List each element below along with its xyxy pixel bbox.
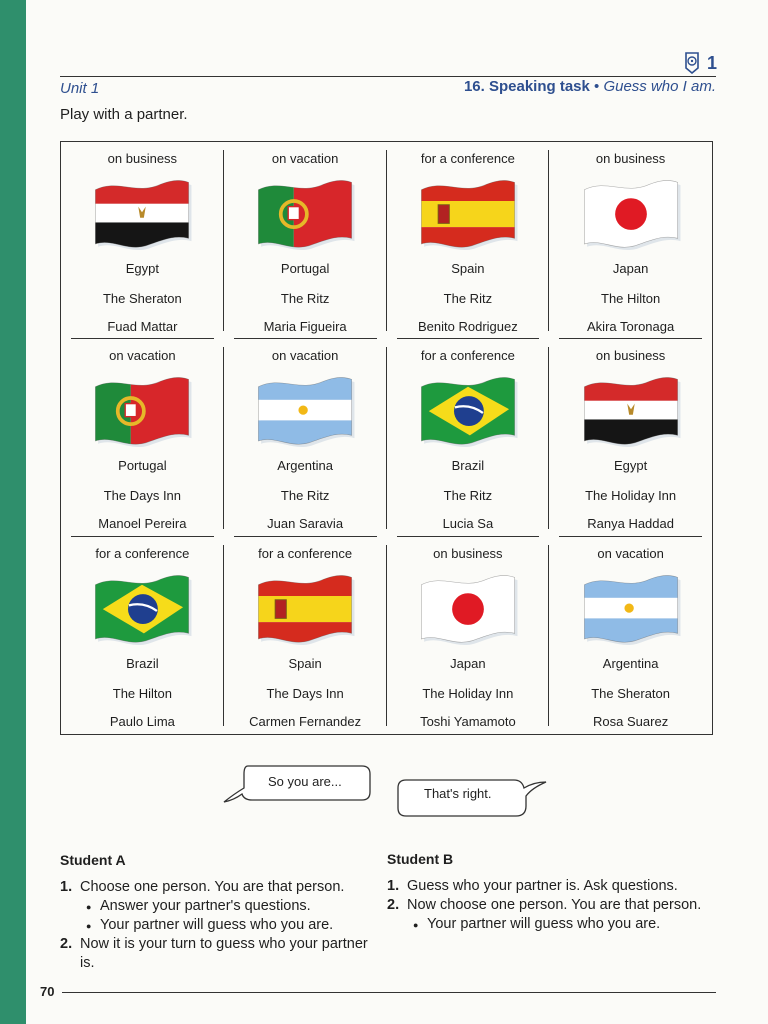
person-card: [387, 142, 550, 339]
trip-purpose: on business: [595, 348, 666, 364]
hotel-name: The Ritz: [280, 291, 330, 306]
country-name: Argentina: [602, 655, 659, 671]
title-separator: •: [594, 78, 604, 95]
trip-purpose: on business: [595, 151, 666, 166]
country-name: Spain: [451, 261, 485, 276]
spain-flag-icon: [412, 173, 524, 257]
header-rule: [60, 76, 716, 77]
step-number: 1.: [387, 878, 400, 894]
hotel-name: The Ritz: [443, 291, 493, 306]
trip-purpose: on vacation: [109, 348, 176, 364]
trip-purpose: on vacation: [597, 545, 664, 561]
person-name: Carmen Fernandez: [249, 713, 362, 729]
unit-label: Unit 1: [60, 80, 100, 97]
hotel-name: The Sheraton: [591, 685, 671, 701]
egypt-flag-icon: [575, 370, 687, 454]
brazil-flag-icon: [86, 568, 198, 652]
task-title-subtitle: Guess who I am.: [603, 78, 716, 95]
footer-rule: [62, 992, 716, 993]
person-name: Akira Toronaga: [587, 319, 675, 334]
hotel-name: The Hilton: [601, 291, 661, 306]
speech-bubble-right-text: That's right.: [424, 786, 492, 801]
portugal-flag-icon: [249, 173, 361, 257]
country-name: Brazil: [451, 458, 485, 474]
step-number: 2.: [387, 897, 400, 913]
hotel-name: The Ritz: [443, 488, 493, 504]
trip-purpose: on vacation: [271, 151, 339, 166]
person-card: [61, 339, 224, 536]
person-name: Fuad Mattar: [107, 319, 178, 334]
person-card: [224, 537, 387, 734]
argentina-flag-icon: [249, 370, 361, 454]
country-name: Brazil: [126, 655, 159, 671]
country-name: Argentina: [277, 458, 333, 474]
country-name: Portugal: [118, 458, 167, 474]
country-name: Spain: [288, 655, 322, 671]
portugal-flag-icon: [86, 370, 198, 454]
person-name: Paulo Lima: [109, 713, 175, 729]
egypt-flag-icon: [86, 173, 198, 257]
trip-purpose: for a conference: [95, 545, 190, 561]
step-text: Choose one person. You are that person.: [80, 879, 345, 895]
person-card: [61, 537, 224, 734]
trip-purpose: on business: [107, 151, 178, 166]
instruction-step: [60, 935, 378, 973]
person-name: Maria Figueira: [263, 319, 347, 334]
hotel-name: The Holiday Inn: [422, 685, 514, 701]
trip-purpose: for a conference: [258, 545, 353, 561]
person-name: Toshi Yamamoto: [420, 713, 516, 729]
trip-purpose: on business: [433, 545, 503, 561]
person-card: [549, 142, 712, 339]
country-name: Japan: [612, 261, 649, 276]
japan-flag-icon: [575, 173, 687, 257]
trip-purpose: on vacation: [271, 348, 339, 364]
step-bullet: ● Your partner will guess who you are.: [407, 915, 707, 934]
country-name: Japan: [450, 655, 486, 671]
person-card: [224, 142, 387, 339]
hotel-name: The Sheraton: [102, 291, 182, 306]
hotel-name: The Holiday Inn: [585, 488, 677, 504]
step-text: Now choose one person. You are that person.: [407, 897, 702, 913]
student-b-section: [387, 850, 707, 934]
person-name: Juan Saravia: [267, 516, 344, 532]
country-name: Egypt: [125, 261, 159, 276]
task-title-main: 16. Speaking task: [463, 78, 590, 95]
instruction-step: [60, 878, 378, 935]
step-bullets: [407, 915, 707, 934]
spain-flag-icon: [249, 568, 361, 652]
step-bullet: ● Your partner will guess who you are.: [80, 916, 378, 935]
student-b-title: Student B: [387, 851, 454, 867]
trip-purpose: for a conference: [420, 348, 515, 364]
speech-bubble-left: [222, 762, 374, 808]
person-name: Lucia Sa: [442, 516, 494, 532]
trip-purpose: for a conference: [420, 151, 515, 166]
brazil-flag-icon: [412, 370, 524, 454]
hotel-name: The Hilton: [112, 685, 172, 701]
cd-audio-icon: [683, 52, 701, 74]
audio-track-number: 1: [707, 52, 718, 73]
student-a-title: Student A: [60, 852, 126, 868]
japan-flag-icon: [412, 568, 524, 652]
person-name: Ranya Haddad: [587, 516, 674, 532]
country-name: Portugal: [280, 261, 330, 276]
person-card: [224, 339, 387, 536]
step-number: 1.: [60, 879, 73, 895]
people-grid: [60, 141, 713, 735]
step-bullet: ● Answer your partner's questions.: [80, 897, 378, 916]
page-number: 70: [40, 984, 55, 999]
step-number: 2.: [60, 936, 73, 952]
person-name: Rosa Suarez: [593, 713, 669, 729]
student-b-steps: [387, 877, 707, 934]
instruction-text: Play with a partner.: [60, 106, 188, 123]
hotel-name: The Days Inn: [103, 488, 182, 504]
person-card: [61, 142, 224, 339]
step-text: Guess who your partner is. Ask questions.: [407, 878, 678, 894]
person-card: [549, 537, 712, 734]
hotel-name: The Days Inn: [266, 685, 344, 701]
audio-badge: [683, 52, 717, 74]
hotel-name: The Ritz: [280, 488, 330, 504]
student-a-steps: [60, 878, 378, 973]
person-card: [549, 339, 712, 536]
student-a-section: [60, 851, 378, 973]
step-text: Now it is your turn to guess who your partner is.: [80, 936, 368, 971]
step-bullets: [80, 897, 378, 935]
task-title: [464, 78, 716, 95]
person-card: [387, 339, 550, 536]
person-name: Benito Rodriguez: [418, 319, 518, 334]
speech-bubble-left-text: So you are...: [268, 774, 342, 789]
speech-bubble-right: [396, 776, 550, 822]
country-name: Egypt: [614, 458, 648, 474]
instruction-step: [387, 896, 707, 934]
person-name: Manoel Pereira: [98, 516, 187, 532]
side-color-strip: [0, 0, 26, 1024]
argentina-flag-icon: [575, 568, 687, 652]
instruction-step: [387, 877, 707, 896]
person-card: [387, 537, 550, 734]
